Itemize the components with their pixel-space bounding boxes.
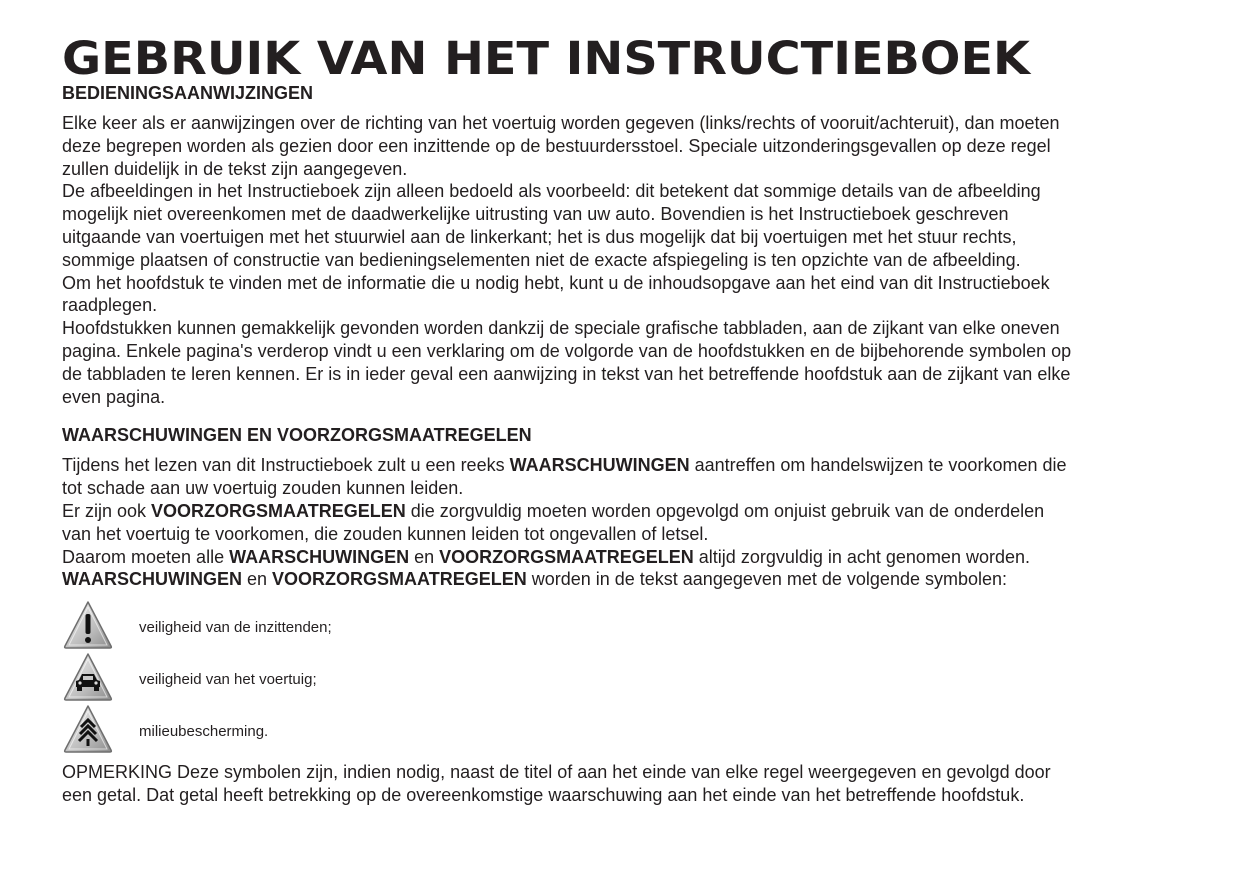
symbol-label: veiligheid van het voertuig; [139,670,317,688]
symbol-row-environment [62,703,1092,755]
paragraph-line: De afbeeldingen in het Instructieboek zijn alleen bedoeld als voorbeeld: dit betekent dat sommige details van de afbeelding [62,181,1041,202]
paragraph-line: pagina. Enkele pagina's verderop vindt u een verklaring om de volgorde van de hoofdstukken en de bijbehorende symbolen op [62,340,1072,361]
paragraph-line: raadplegen. [62,295,158,316]
paragraph-line: Er zijn ook VOORZORGSMAATREGELEN die zorgvuldig moeten worden opgevolgd om onjuist gebruik van de onderdelen [62,500,1045,521]
document-page [62,32,1092,807]
symbol-legend [62,599,1092,755]
paragraph-line: uitgaande van voertuigen met het stuurwiel aan de linkerkant; het is dus mogelijk dat bij voertuigen met het stuur rechts, [62,226,1017,247]
keyword-warnings: WAARSCHUWINGEN [229,546,410,567]
section-heading-controls: BEDIENINGSAANWIJZINGEN [62,83,314,103]
keyword-precautions: VOORZORGSMAATREGELEN [272,569,527,590]
paragraph-line: even pagina. [62,386,166,407]
paragraph-line: sommige plaatsen of constructie van bedieningselementen niet de exacte afspiegeling is ten opzichte van de afbeelding. [62,249,1021,270]
note-line: een getal. Dat getal heeft betrekking op de overeenkomstige waarschuwing aan het einde van het betreffende hoofdstuk. [62,784,1025,805]
warning-exclamation-icon [62,599,114,651]
keyword-warnings: WAARSCHUWINGEN [509,455,690,476]
keyword-precautions: VOORZORGSMAATREGELEN [151,500,406,521]
symbol-label: veiligheid van de inzittenden; [139,618,332,636]
symbol-label: milieubescherming. [139,722,269,740]
paragraph-line: Tijdens het lezen van dit Instructieboek zult u een reeks WAARSCHUWINGEN aantreffen om handelswijzen te voorkomen die [62,455,1067,476]
paragraph-line: de tabbladen te leren kennen. Er is in ieder geval een aanwijzing in tekst van het betreffende hoofdstuk aan de zijkant van elke [62,363,1071,384]
symbol-row-occupants [62,599,1092,651]
section-controls-body [62,112,1092,408]
paragraph-line: Elke keer als er aanwijzingen over de richting van het voertuig worden gegeven (links/rechts of vooruit/achteruit), dan moeten [62,113,1060,133]
section-warnings-body [62,454,1092,591]
section-heading-warnings: WAARSCHUWINGEN EN VOORZORGSMAATREGELEN [62,425,532,446]
paragraph-line: deze begrepen worden als gezien door een inzittende op de bestuurdersstoel. Speciale uitzonderingsgevallen op deze regel [62,135,1051,156]
symbol-row-vehicle [62,651,1092,703]
note-block [62,761,1092,807]
keyword-precautions: VOORZORGSMAATREGELEN [439,546,694,567]
paragraph-line: Daarom moeten alle WAARSCHUWINGEN en VOORZORGSMAATREGELEN altijd zorgvuldig in acht genomen worden. [62,546,1030,567]
paragraph-line: WAARSCHUWINGEN en VOORZORGSMAATREGELEN worden in de tekst aangegeven met de volgende symbolen: [62,569,1008,590]
paragraph-line: mogelijk niet overeenkomen met de daadwerkelijke uitrusting van uw auto. Bovendien is het Instructieboek geschreven [62,204,1009,225]
keyword-warnings: WAARSCHUWINGEN [62,569,242,590]
paragraph-line: zullen duidelijk in de tekst zijn aangegeven. [62,158,408,179]
page-title: GEBRUIK VAN HET INSTRUCTIEBOEK [62,32,1031,85]
vehicle-safety-icon [62,651,114,703]
paragraph-line: Om het hoofdstuk te vinden met de informatie die u nodig hebt, kunt u de inhoudsopgave aan het eind van dit Instructieboek [62,272,1050,293]
paragraph-line: Hoofdstukken kunnen gemakkelijk gevonden worden dankzij de speciale grafische tabbladen, aan de zijkant van elke oneven [62,318,1060,339]
environment-tree-icon [62,703,114,755]
note-line: OPMERKING Deze symbolen zijn, indien nodig, naast de titel of aan het einde van elke regel weergegeven en gevolgd door [62,762,1051,783]
paragraph-line: tot schade aan uw voertuig zouden kunnen leiden. [62,478,464,499]
paragraph-line: van het voertuig te voorkomen, die zouden kunnen leiden tot ongevallen of letsel. [62,523,709,544]
